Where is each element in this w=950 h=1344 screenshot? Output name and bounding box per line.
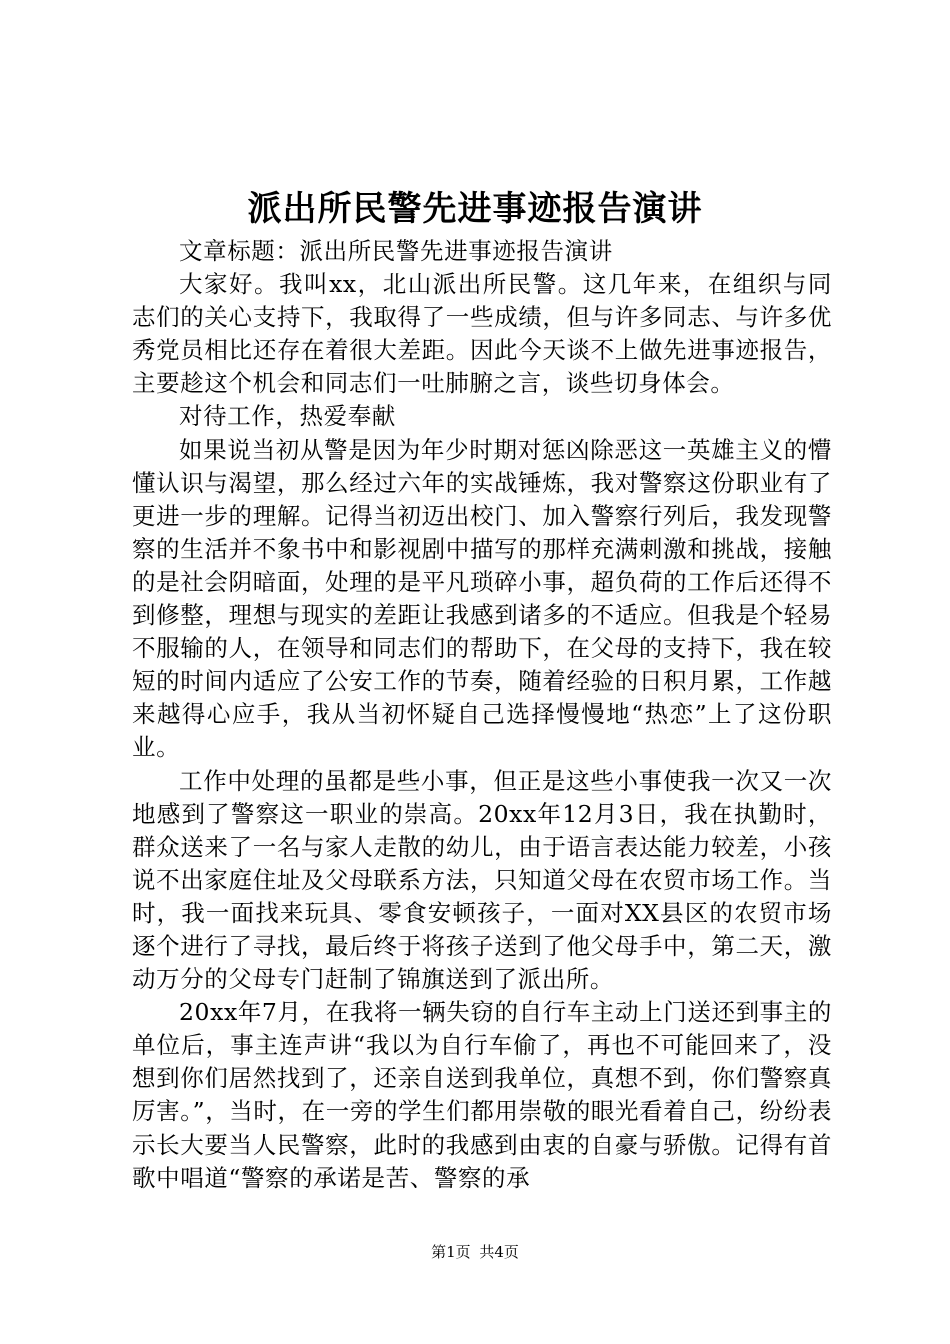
paragraph-body: 工作中处理的虽都是些小事，但正是这些小事使我一次又一次地感到了警察这一职业的崇高。20xx年12月3日，我在执勤时，群众送来了一名与家人走散的幼儿，由于语言表达能力较差，小孩说不出家庭住址及父母联系方法，只知道父母在农贸市场工作。当时，我一面找来玩具、零食安顿孩子，一面对XX县区的农贸市场逐个进行了寻找，最后终于将孩子送到了他父母手中，第二天，激动万分的父母专门赶制了锦旗送到了派出所。: [132, 766, 832, 994]
section-heading: 对待工作，热爱奉献: [179, 402, 396, 431]
paragraph-body: 如果说当初从警是因为年少时期对惩凶除恶这一英雄主义的懵懂认识与渴望，那么经过六年的实战锤炼，我对警察这份职业有了更进一步的理解。记得当初迈出校门、加入警察行列后，我发现警察的生活并不象书中和影视剧中描写的那样充满刺激和挑战，接触的是社会阴暗面，处理的是平凡琐碎小事，超负荷的工作后还得不到修整，理想与现实的差距让我感到诸多的不适应。但我是个轻易不服输的人，在领导和同志们的帮助下，在父母的支持下，我在较短的时间内适应了公安工作的节奏，随着经验的日积月累，工作越来越得心应手，我从当初怀疑自己选择慢慢地“热恋”上了这份职业。: [132, 435, 832, 762]
page-number: 第1页: [431, 1243, 471, 1261]
paragraph-body: 20xx年7月，在我将一辆失窃的自行车主动上门送还到事主的单位后，事主连声讲“我以为自行车偷了，再也不可能回来了，没想到你们居然找到了，还亲自送到我单位，真想不到，你们警察真厉害。”，当时，在一旁的学生们都用崇敬的眼光看着自己，纷纷表示长大要当人民警察，此时的我感到由衷的自豪与骄傲。记得有首歌中唱道“警察的承诺是苦、警察的承: [132, 998, 832, 1192]
page-footer: [0, 1241, 950, 1263]
page-total: 共4页: [479, 1243, 519, 1261]
document-body: [132, 235, 832, 1195]
paragraph-intro: 大家好。我叫xx，北山派出所民警。这几年来，在组织与同志们的关心支持下，我取得了一些成绩，但与许多同志、与许多优秀党员相比还存在着很大差距。因此今天谈不上做先进事迹报告，主要趁这个机会和同志们一吐肺腑之言，谈些切身体会。: [132, 270, 832, 398]
document-title: 派出所民警先进事迹报告演讲: [247, 189, 703, 229]
paragraph-article-title: 文章标题：派出所民警先进事迹报告演讲: [179, 237, 613, 265]
